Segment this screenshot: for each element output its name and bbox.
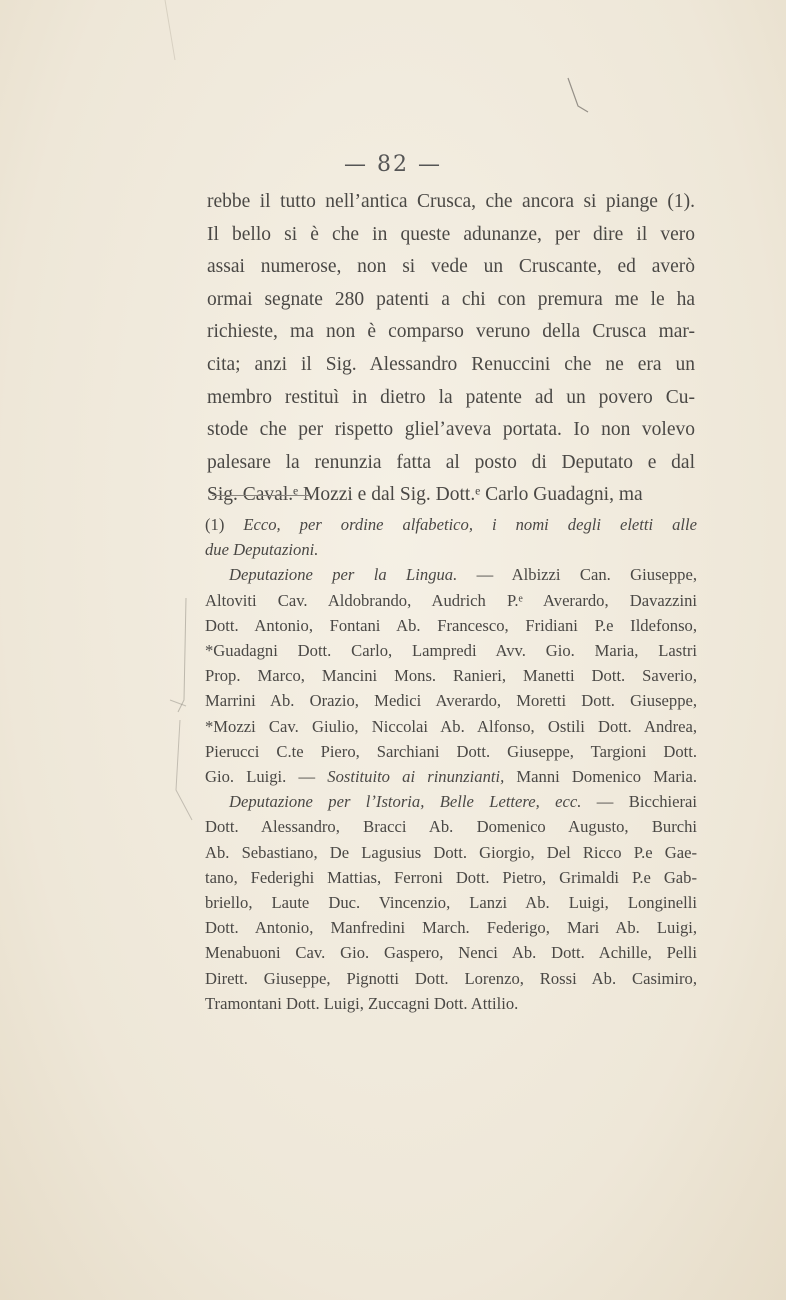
footnote-line: Ab. Sebastiano, De Lagusius Dott. Giorgio, Del Ricco P.e Gae- <box>205 842 697 862</box>
page-number: — 82 — <box>344 152 442 177</box>
body-line: Il bello si è che in queste adunanze, per dire il vero <box>207 223 695 245</box>
footnote-text: Manni Domenico Maria. <box>504 767 697 787</box>
footnote-line: due Deputazioni. <box>205 540 319 560</box>
footnote-line <box>205 562 697 587</box>
body-text <box>207 186 695 512</box>
footnote-line: Dott. Alessandro, Bracci Ab. Domenico Augusto, Burchi <box>205 817 697 837</box>
footnote-intro: Ecco, per ordine alfabetico, i nomi degli eletti alle <box>243 515 698 534</box>
body-line: cita; anzi il Sig. Alessandro Renuccini che ne era un <box>207 353 695 375</box>
footnote <box>205 512 697 1016</box>
footnote-line: Dott. Antonio, Manfredini March. Federigo, Mari Ab. Luigi, <box>205 918 697 938</box>
body-line: palesare la renunzia fatta al posto di Deputato e dal <box>207 451 695 473</box>
footnote-text: — Albizzi Can. Giuseppe, <box>457 565 697 585</box>
footnote-line: Prop. Marco, Mancini Mons. Ranieri, Manetti Dott. Saverio, <box>205 666 697 686</box>
footnote-text: — Bicchierai <box>581 792 697 812</box>
body-line: membro restituì in dietro la patente ad un povero Cu- <box>207 386 695 408</box>
footnote-line: Menabuoni Cav. Gio. Gaspero, Nenci Ab. Dott. Achille, Pelli <box>205 943 697 963</box>
footnote-line: Tramontani Dott. Luigi, Zuccagni Dott. Attilio. <box>205 993 519 1013</box>
footnote-line: Dirett. Giuseppe, Pignotti Dott. Lorenzo, Rossi Ab. Casimiro, <box>205 968 697 988</box>
footnote-line: *Mozzi Cav. Giulio, Niccolai Ab. Alfonso, Ostili Dott. Andrea, <box>205 716 697 736</box>
footnote-divider <box>212 495 310 496</box>
section-heading-istoria: Deputazione per lʼIstoria, Belle Lettere, ecc. <box>229 792 582 812</box>
footnote-line <box>205 764 697 789</box>
body-line: Sig. Caval.ᵉ Mozzi e dal Sig. Dott.ᵉ Carlo Guadagni, ma <box>207 484 643 506</box>
footnote-line <box>205 512 697 537</box>
body-line: ormai segnate 280 patenti a chi con premura me le ha <box>207 288 695 310</box>
footnote-line: briello, Laute Duc. Vincenzio, Lanzi Ab. Luigi, Longinelli <box>205 893 697 913</box>
footnote-line: Marrini Ab. Orazio, Medici Averardo, Moretti Dott. Giuseppe, <box>205 691 697 711</box>
substitute-label: Sostituito ai rinunzianti, <box>327 767 505 787</box>
footnote-line: Altoviti Cav. Aldobrando, Audrich P.ᵉ Averardo, Davazzini <box>205 590 697 610</box>
footnote-line: *Guadagni Dott. Carlo, Lampredi Avv. Gio. Maria, Lastri <box>205 641 697 661</box>
footnote-marker: (1) <box>205 515 244 534</box>
footnote-text: Gio. Luigi. — <box>205 767 328 787</box>
body-line: richieste, ma non è comparso veruno della Crusca mar- <box>207 321 695 343</box>
body-line: stode che per rispetto glielʼaveva portata. Io non volevo <box>207 419 695 441</box>
body-line: rebbe il tutto nell’antica Crusca, che ancora si piange (1). <box>207 191 695 212</box>
section-heading-lingua: Deputazione per la Lingua. <box>229 565 458 585</box>
footnote-line: Dott. Antonio, Fontani Ab. Francesco, Fridiani P.e Ildefonso, <box>205 615 697 635</box>
body-line: assai numerose, non si vede un Cruscante, ed averò <box>207 256 695 278</box>
footnote-line <box>205 789 697 814</box>
footnote-line: tano, Federighi Mattias, Ferroni Dott. Pietro, Grimaldi P.e Gab- <box>205 867 697 887</box>
footnote-line: Pierucci C.te Piero, Sarchiani Dott. Giuseppe, Targioni Dott. <box>205 741 697 761</box>
